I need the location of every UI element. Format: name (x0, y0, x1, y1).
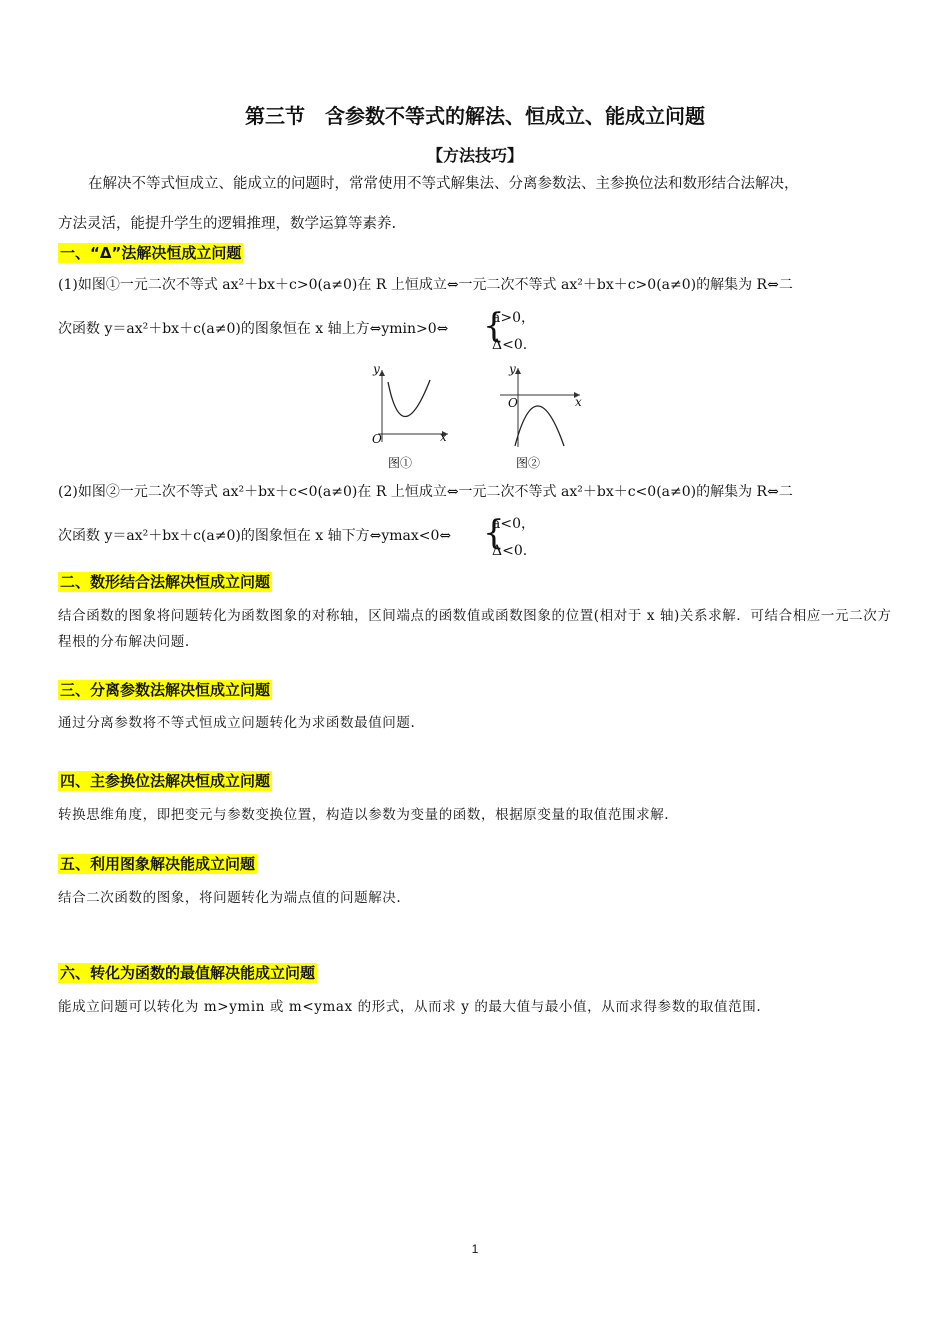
section-2-heading: 二、数形结合法解决恒成立问题 (60, 573, 271, 591)
section-6-text: 能成立问题可以转化为 m>ymin 或 m<ymax 的形式，从而求 y 的最大值与最小值，从而求得参数的取值范围. (58, 999, 762, 1015)
s1-p2-case-1: a<0， (492, 516, 535, 532)
s1-p2-case-2: Δ<0. (492, 543, 528, 559)
section-3-text: 通过分离参数将不等式恒成立问题转化为求函数最值问题. (58, 715, 416, 731)
s1-p1-case-1: a>0， (492, 310, 535, 326)
fig2-x-label: x (575, 395, 582, 409)
fig1-origin-label: O (372, 432, 382, 446)
s1-p1-case-2: Δ<0. (492, 337, 528, 353)
s1-p2-line-1: (2)如图②一元二次不等式 ax²＋bx＋c<0(a≠0)在 R 上恒成立⇔一元二次不等式 ax²＋bx＋c<0(a≠0)的解集为 R⇔二 (58, 484, 793, 500)
section-1-heading: 一、“Δ”法解决恒成立问题 (60, 244, 242, 262)
fig2-y-label: y (509, 362, 516, 376)
fig1-x-label: x (440, 430, 447, 444)
page-number: 1 (471, 1242, 479, 1256)
fig2-parabola-down (515, 406, 564, 446)
intro-line-1: 在解决不等式恒成立、能成立的问题时，常常使用不等式解集法、分离参数法、主参换位法和数形结合法解决， (88, 176, 799, 192)
section-6-heading: 六、转化为函数的最值解决能成立问题 (60, 964, 316, 982)
s1-p1-brace: { (483, 306, 505, 346)
fig2-caption: 图② (516, 456, 541, 470)
s1-p2-brace: { (483, 513, 505, 553)
fig1-parabola-up (388, 380, 430, 417)
section-5-text: 结合二次函数的图象，将问题转化为端点值的问题解决. (58, 890, 402, 906)
s1-p2-line-2: 次函数 y＝ax²＋bx＋c(a≠0)的图象恒在 x 轴下方⇔ymax<0⇔ (58, 528, 452, 544)
section-2-text: 结合函数的图象将问题转化为函数图象的对称轴，区间端点的函数值或函数图象的位置(相对于 x 轴)关系求解．可结合相应一元二次方程根的分布解决问题. (58, 608, 892, 650)
s1-p1-line-2: 次函数 y＝ax²＋bx＋c(a≠0)的图象恒在 x 轴上方⇔ymin>0⇔ (58, 321, 449, 337)
section-5-heading: 五、利用图象解决能成立问题 (60, 855, 256, 873)
intro-line-2: 方法灵活，能提升学生的逻辑推理，数学运算等素养. (58, 216, 397, 232)
fig2-origin-label: O (508, 396, 518, 410)
section-4-text: 转换思维角度，即把变元与参数变换位置，构造以参数为变量的函数，根据原变量的取值范围求解. (58, 807, 670, 823)
fig1-y-label: y (373, 362, 380, 376)
s1-p1-line-1: (1)如图①一元二次不等式 ax²＋bx＋c>0(a≠0)在 R 上恒成立⇔一元二次不等式 ax²＋bx＋c>0(a≠0)的解集为 R⇔二 (58, 277, 793, 293)
section-3-heading: 三、分离参数法解决恒成立问题 (60, 681, 271, 699)
page-title: 第三节 含参数不等式的解法、恒成立、能成立问题 (245, 104, 705, 128)
page-subtitle: 【方法技巧】 (426, 146, 523, 165)
fig1-caption: 图① (388, 456, 413, 470)
section-4-heading: 四、主参换位法解决恒成立问题 (60, 772, 271, 790)
